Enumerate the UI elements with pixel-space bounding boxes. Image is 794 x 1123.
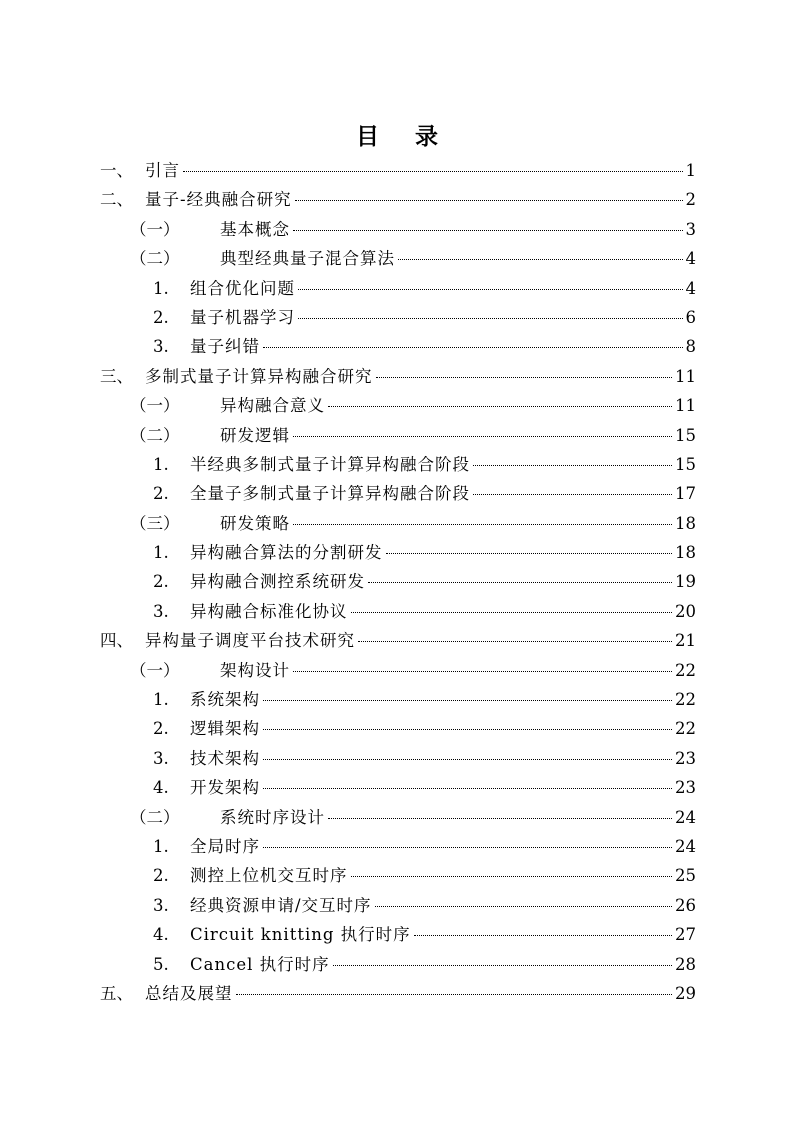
toc-entry-label: Circuit knitting 执行时序 [190, 925, 411, 945]
toc-entry-label: 开发架构 [190, 778, 260, 798]
toc-entry-label: 全量子多制式量子计算异构融合阶段 [190, 484, 470, 504]
toc-entry[interactable] [100, 157, 696, 186]
dot-leader [376, 377, 673, 378]
dot-leader [293, 436, 672, 437]
toc-entry-label: 组合优化问题 [190, 278, 295, 298]
toc-entry-number: 3. [153, 337, 169, 357]
toc-entry-number: 2. [153, 484, 169, 504]
toc-entry[interactable] [100, 363, 696, 392]
toc-entry-page-number: 11 [675, 396, 696, 416]
toc-entry[interactable] [100, 627, 696, 656]
toc-entry-page-number: 28 [675, 954, 696, 974]
toc-entry[interactable] [100, 686, 696, 715]
dot-leader [263, 700, 672, 701]
toc-entry-label: 量子机器学习 [190, 307, 295, 327]
toc-entry-label: 研发策略 [220, 513, 290, 533]
toc-entry-number: 3. [153, 748, 169, 768]
toc-entry[interactable] [100, 422, 696, 451]
toc-entry-page-number: 3 [685, 219, 696, 239]
toc-entry[interactable] [100, 216, 696, 245]
toc-entry[interactable] [100, 804, 696, 833]
toc-entry-page-number: 6 [685, 307, 696, 327]
dot-leader [183, 171, 683, 172]
toc-entry-number: 2. [153, 307, 169, 327]
toc-entry-number: 1. [153, 454, 169, 474]
dot-leader [368, 582, 672, 583]
toc-entry-label: 经典资源申请/交互时序 [190, 895, 372, 915]
toc-entry-label: 异构融合意义 [220, 396, 325, 416]
dot-leader [263, 759, 672, 760]
toc-entry-page-number: 23 [675, 778, 696, 798]
toc-entry[interactable] [100, 510, 696, 539]
toc-entry-page-number: 21 [675, 631, 696, 651]
toc-entry-number: （一） [130, 396, 180, 416]
toc-entry[interactable] [100, 774, 696, 803]
toc-entry[interactable] [100, 333, 696, 362]
toc-entry-page-number: 25 [675, 866, 696, 886]
toc-entry-page-number: 24 [675, 836, 696, 856]
toc-entry-number: 1. [153, 278, 169, 298]
dot-leader [473, 494, 672, 495]
toc-entry-label: 逻辑架构 [190, 719, 260, 739]
dot-leader [298, 289, 683, 290]
dot-leader [298, 318, 683, 319]
dot-leader [293, 671, 672, 672]
toc-entry[interactable] [100, 921, 696, 950]
toc-entry[interactable] [100, 745, 696, 774]
toc-entry-label: 技术架构 [190, 748, 260, 768]
dot-leader [328, 818, 672, 819]
dot-leader [263, 347, 683, 348]
toc-entry-number: 1. [153, 836, 169, 856]
toc-entry-number: 2. [153, 719, 169, 739]
toc-entry-page-number: 1 [685, 161, 696, 180]
toc-entry-page-number: 18 [675, 513, 696, 533]
dot-leader [293, 524, 672, 525]
toc-entry[interactable] [100, 186, 696, 215]
toc-entry-label: 全局时序 [190, 836, 260, 856]
toc-entry-number: 4. [153, 778, 169, 798]
dot-leader [358, 641, 672, 642]
toc-entry-label: Cancel 执行时序 [190, 954, 330, 974]
dot-leader [263, 729, 672, 730]
toc-entry-number: 4. [153, 925, 169, 945]
dot-leader [328, 406, 672, 407]
dot-leader [414, 935, 672, 936]
toc-entry-number: 四、 [100, 631, 133, 651]
toc-entry-number: 3. [153, 895, 169, 915]
toc-entry-number: 1. [153, 543, 169, 563]
dot-leader [263, 788, 672, 789]
toc-entry-label: 研发逻辑 [220, 425, 290, 445]
toc-entry-number: （二） [130, 425, 180, 445]
toc-entry-page-number: 8 [685, 337, 696, 357]
toc-entry-number: 二、 [100, 190, 133, 210]
toc-entry-page-number: 4 [685, 278, 696, 298]
dot-leader [333, 965, 672, 966]
toc-entry[interactable] [100, 304, 696, 333]
toc-entry[interactable] [100, 657, 696, 686]
dot-leader [293, 230, 683, 231]
toc-entry[interactable] [100, 568, 696, 597]
toc-entry-label: 异构融合标准化协议 [190, 601, 348, 621]
dot-leader [386, 553, 673, 554]
toc-entry-label: 基本概念 [220, 219, 290, 239]
toc-entry-label: 引言 [145, 161, 180, 180]
toc-entry-label: 异构融合测控系统研发 [190, 572, 365, 592]
toc-entry-page-number: 26 [675, 895, 696, 915]
dot-leader [236, 994, 673, 995]
toc-entry-page-number: 17 [675, 484, 696, 504]
toc-entry-page-number: 11 [675, 366, 696, 386]
toc-entry[interactable] [100, 892, 696, 921]
toc-entry[interactable] [100, 980, 696, 1009]
toc-entry-label: 典型经典量子混合算法 [220, 249, 395, 269]
toc-entry-label: 总结及展望 [145, 983, 233, 1003]
toc-entry[interactable] [100, 715, 696, 744]
toc-entry-page-number: 15 [675, 425, 696, 445]
dot-leader [398, 259, 683, 260]
toc-entry-number: （三） [130, 513, 180, 533]
toc-entry-page-number: 19 [675, 572, 696, 592]
toc-entry[interactable] [100, 480, 696, 509]
toc-entry-page-number: 22 [675, 690, 696, 710]
dot-leader [375, 906, 672, 907]
toc-entry-page-number: 18 [675, 543, 696, 563]
toc-entry[interactable] [100, 275, 696, 304]
dot-leader [473, 465, 672, 466]
toc-entry[interactable] [100, 245, 696, 274]
toc-entry-number: 5. [153, 954, 169, 974]
toc-entry-page-number: 2 [685, 190, 696, 210]
toc-entry-label: 多制式量子计算异构融合研究 [145, 366, 373, 386]
toc-entry-number: （一） [130, 660, 180, 680]
toc-entry-label: 半经典多制式量子计算异构融合阶段 [190, 454, 470, 474]
toc-entry-page-number: 4 [685, 249, 696, 269]
toc-entry-label: 系统架构 [190, 690, 260, 710]
toc-entry-page-number: 29 [675, 983, 696, 1003]
toc-entry-number: 五、 [100, 983, 133, 1003]
toc-entry[interactable] [100, 392, 696, 421]
dot-leader [263, 847, 672, 848]
toc-entry-page-number: 23 [675, 748, 696, 768]
toc-entry-page-number: 27 [675, 925, 696, 945]
toc-entry-label: 系统时序设计 [220, 807, 325, 827]
toc-entry-label: 量子-经典融合研究 [145, 190, 292, 210]
toc-entry-page-number: 24 [675, 807, 696, 827]
toc-entry[interactable] [100, 539, 696, 568]
toc-entry[interactable] [100, 862, 696, 891]
dot-leader [351, 876, 673, 877]
toc-entry-page-number: 22 [675, 660, 696, 680]
dot-leader [295, 200, 683, 201]
toc-entry-page-number: 22 [675, 719, 696, 739]
toc-entry-label: 异构量子调度平台技术研究 [145, 631, 355, 651]
toc-entry-label: 量子纠错 [190, 337, 260, 357]
toc-entry[interactable] [100, 598, 696, 627]
toc-entry-number: （一） [130, 219, 180, 239]
toc-entry-page-number: 20 [675, 601, 696, 621]
toc-entry-number: 3. [153, 601, 169, 621]
toc-entry-number: （二） [130, 249, 180, 269]
toc-entry-number: 2. [153, 866, 169, 886]
toc-entry-number: 2. [153, 572, 169, 592]
toc-entry-label: 异构融合算法的分割研发 [190, 543, 383, 563]
table-of-contents [100, 157, 696, 1009]
toc-entry-number: （二） [130, 807, 180, 827]
toc-title: 目 录 [355, 123, 452, 150]
toc-entry[interactable] [100, 833, 696, 862]
toc-entry-page-number: 15 [675, 454, 696, 474]
toc-entry-number: 三、 [100, 366, 133, 386]
toc-entry-label: 测控上位机交互时序 [190, 866, 348, 886]
dot-leader [351, 612, 673, 613]
toc-entry-number: 一、 [100, 161, 133, 180]
toc-entry[interactable] [100, 451, 696, 480]
toc-entry[interactable] [100, 951, 696, 980]
toc-entry-number: 1. [153, 690, 169, 710]
toc-entry-label: 架构设计 [220, 660, 290, 680]
